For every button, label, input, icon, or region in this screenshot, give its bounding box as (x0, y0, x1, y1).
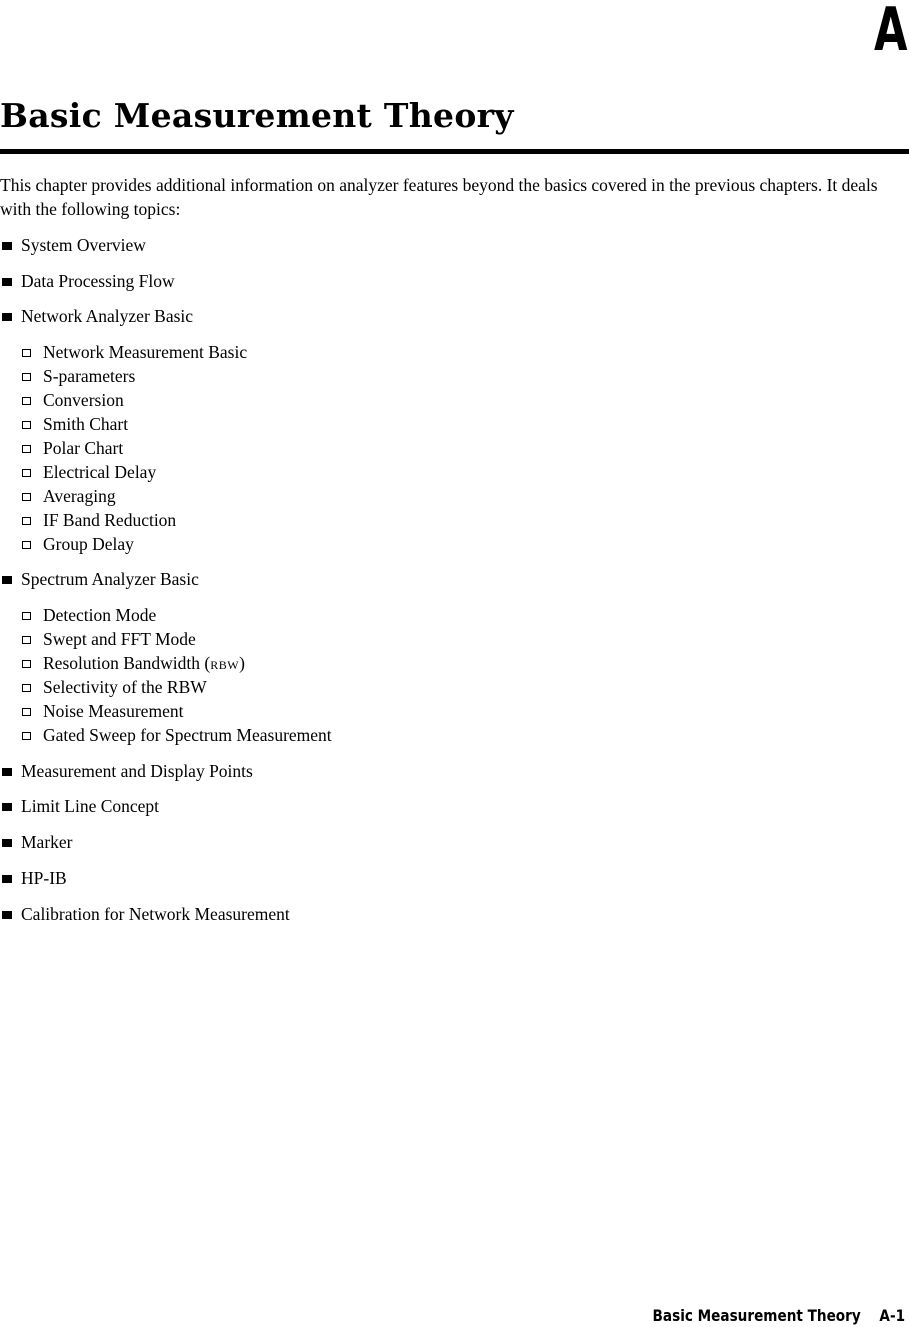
subtopic-label: Selectivity of the RBW (43, 677, 207, 697)
subtopic-label: Swept and FFT Mode (43, 629, 196, 649)
topic-label: Calibration for Network Measurement (21, 904, 290, 924)
hollow-square-bullet-icon (22, 517, 31, 525)
topic-label: System Overview (21, 235, 146, 255)
topic-label: Measurement and Display Points (21, 761, 253, 781)
hollow-square-bullet-icon (22, 421, 31, 429)
topic-label: Spectrum Analyzer Basic (21, 569, 199, 589)
chapter-title: Basic Measurement Theory (0, 96, 514, 135)
hollow-square-bullet-icon (22, 373, 31, 381)
hollow-square-bullet-icon (22, 732, 31, 740)
topic-label: Data Processing Flow (21, 271, 175, 291)
hollow-square-bullet-icon (22, 469, 31, 477)
filled-square-bullet-icon (2, 875, 12, 883)
title-rule (0, 149, 909, 154)
hollow-square-bullet-icon (22, 493, 31, 501)
intro-paragraph: This chapter provides additional information on analyzer features beyond the basics covered in the previous chapters. It deals with the following topics: (0, 175, 878, 219)
page-footer (653, 1305, 905, 1327)
subtopic-label: Noise Measurement (43, 701, 184, 721)
filled-square-bullet-icon (2, 768, 12, 776)
hollow-square-bullet-icon (22, 349, 31, 357)
footer-section-title: Basic Measurement Theory (652, 1306, 861, 1325)
filled-square-bullet-icon (2, 313, 12, 321)
hollow-square-bullet-icon (22, 445, 31, 453)
subtopic-label: Conversion (43, 390, 124, 410)
subtopic-label: Detection Mode (43, 605, 157, 625)
topic-label: Marker (21, 832, 73, 852)
subtopic-label: Smith Chart (43, 414, 129, 434)
subtopic-label: Polar Chart (43, 438, 124, 458)
subtopic-label: Electrical Delay (43, 462, 157, 482)
filled-square-bullet-icon (2, 242, 12, 250)
subtopic-label-close: ) (239, 653, 245, 673)
subtopic-label: Gated Sweep for Spectrum Measurement (43, 725, 332, 745)
filled-square-bullet-icon (2, 278, 12, 286)
page-number: A-1 (879, 1306, 905, 1325)
subtopic-label: S-parameters (43, 366, 136, 386)
subtopic-label-text: Resolution Bandwidth ( (43, 653, 211, 673)
topic-label: Network Analyzer Basic (21, 306, 194, 326)
hollow-square-bullet-icon (22, 612, 31, 620)
hollow-square-bullet-icon (22, 541, 31, 549)
chapter-letter: A (873, 0, 907, 65)
subtopic-label: Network Measurement Basic (43, 342, 248, 362)
rbw-abbreviation: RBW (210, 658, 240, 672)
topic-label: HP-IB (21, 868, 67, 888)
hollow-square-bullet-icon (22, 636, 31, 644)
subtopic-label: Group Delay (43, 534, 134, 554)
subtopic-label: IF Band Reduction (43, 510, 177, 530)
hollow-square-bullet-icon (22, 684, 31, 692)
hollow-square-bullet-icon (22, 660, 31, 668)
filled-square-bullet-icon (2, 839, 12, 847)
subtopic-label (43, 651, 245, 677)
filled-square-bullet-icon (2, 803, 12, 811)
hollow-square-bullet-icon (22, 708, 31, 716)
filled-square-bullet-icon (2, 576, 12, 584)
hollow-square-bullet-icon (22, 397, 31, 405)
filled-square-bullet-icon (2, 911, 12, 919)
topic-label: Limit Line Concept (21, 796, 160, 816)
subtopic-label: Averaging (43, 486, 116, 506)
